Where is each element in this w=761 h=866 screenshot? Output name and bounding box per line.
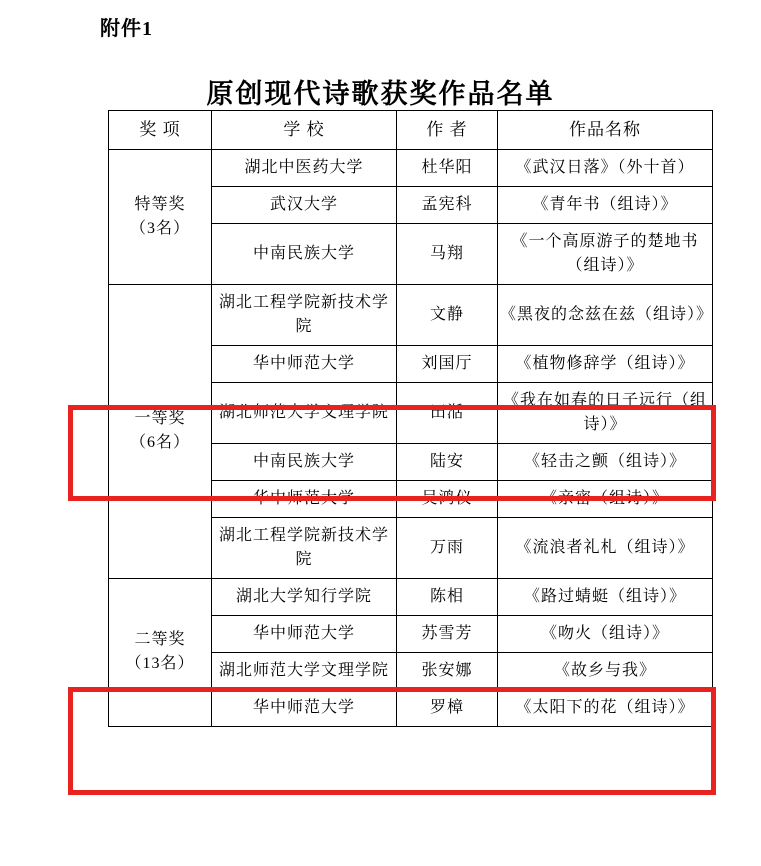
award-group-count: （3名） (129, 219, 190, 237)
cell-work: 《黑夜的念兹在兹（组诗）》 (498, 284, 713, 345)
award-group-cell (109, 284, 212, 578)
attachment-label: 附件1 (100, 18, 153, 40)
cell-author: 马翔 (397, 223, 498, 284)
award-group-name: 特等奖 (134, 195, 186, 213)
cell-work: 《故乡与我》 (498, 652, 713, 689)
cell-author: 张安娜 (397, 652, 498, 689)
cell-author: 陈相 (397, 578, 498, 615)
award-group-cell (109, 578, 212, 726)
award-group-count: （6名） (129, 434, 190, 451)
cell-work: 《吻火（组诗）》 (498, 615, 713, 652)
table-row (109, 149, 713, 186)
cell-work: 《我在如春的日子远行（组诗）》 (498, 382, 713, 443)
cell-school: 华中师范大学 (212, 615, 397, 652)
cell-work: 《青年书（组诗）》 (498, 186, 713, 223)
cell-school: 湖北工程学院新技术学院 (212, 284, 397, 345)
cell-author: 孟宪科 (397, 186, 498, 223)
cell-school: 中南民族大学 (212, 223, 397, 284)
page-title: 原创现代诗歌获奖作品名单 (206, 79, 555, 109)
award-group-cell (109, 149, 212, 284)
cell-work: 《武汉日落》（外十首） (498, 149, 713, 186)
cell-school: 湖北中医药大学 (212, 149, 397, 186)
cell-school: 湖北大学知行学院 (212, 578, 397, 615)
award-group-name: 二等奖 (134, 631, 186, 648)
cell-work: 《植物修辞学（组诗）》 (498, 345, 713, 382)
cell-author: 文静 (397, 284, 498, 345)
cell-work: 《一个高原游子的楚地书（组诗）》 (498, 223, 713, 284)
cell-author: 苏雪芳 (397, 615, 498, 652)
cell-author: 陆安 (397, 443, 498, 480)
cell-school: 湖北师范大学文理学院 (212, 382, 397, 443)
column-header-school: 学 校 (212, 111, 397, 150)
table-row (109, 578, 713, 615)
cell-school: 华中师范大学 (212, 345, 397, 382)
table-row (109, 284, 713, 345)
column-header-award: 奖 项 (109, 111, 212, 150)
cell-author: 田湉 (397, 382, 498, 443)
cell-school: 华中师范大学 (212, 689, 397, 726)
award-group-name: 一等奖 (134, 410, 186, 427)
cell-author: 万雨 (397, 517, 498, 578)
cell-author: 杜华阳 (397, 149, 498, 186)
cell-school: 华中师范大学 (212, 480, 397, 517)
cell-school: 中南民族大学 (212, 443, 397, 480)
cell-school: 武汉大学 (212, 186, 397, 223)
cell-work: 《太阳下的花（组诗）》 (498, 689, 713, 726)
column-header-work: 作品名称 (498, 111, 713, 150)
award-list-table (108, 110, 713, 727)
cell-author: 刘国厅 (397, 345, 498, 382)
cell-school: 湖北工程学院新技术学院 (212, 517, 397, 578)
table-header-row (109, 111, 713, 150)
column-header-author: 作 者 (397, 111, 498, 150)
cell-author: 吴鸿仪 (397, 480, 498, 517)
cell-work: 《轻击之颤（组诗）》 (498, 443, 713, 480)
cell-work: 《流浪者礼札（组诗）》 (498, 517, 713, 578)
cell-work: 《亲密（组诗）》 (498, 480, 713, 517)
award-group-count: （13名） (125, 655, 195, 672)
cell-author: 罗樟 (397, 689, 498, 726)
cell-work: 《路过蜻蜓（组诗）》 (498, 578, 713, 615)
cell-school: 湖北师范大学文理学院 (212, 652, 397, 689)
